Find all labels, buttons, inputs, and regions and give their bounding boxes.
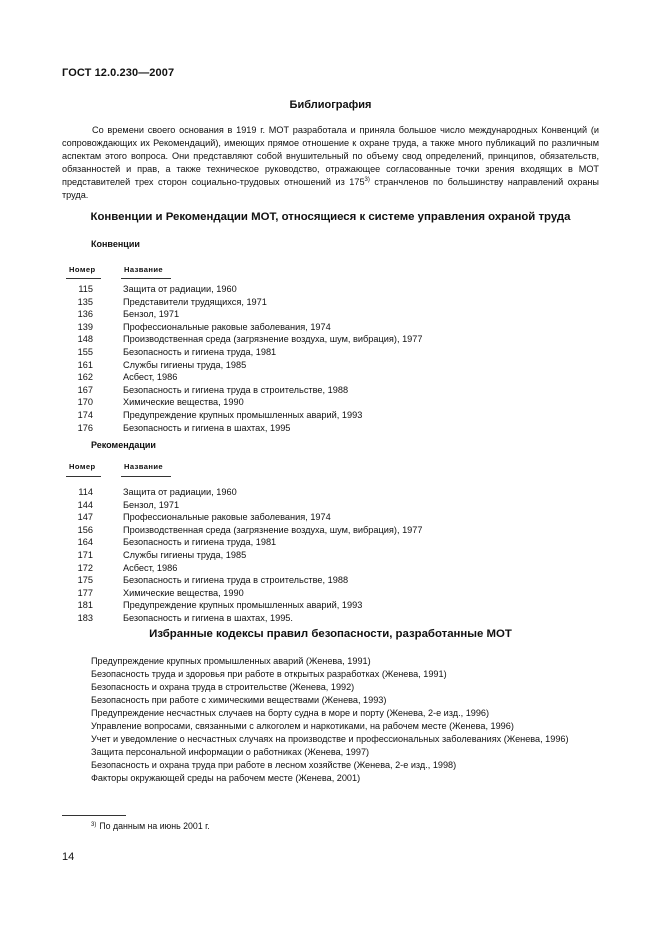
- bibliography-intro: [62, 124, 599, 202]
- row-name: Безопасность и гигиена в шахтах, 1995.: [123, 612, 293, 623]
- row-name: Защита от радиации, 1960: [123, 487, 237, 497]
- row-number: 156: [77, 524, 93, 535]
- row-name: Производственная среда (загрязнение воздуха, шум, вибрация), 1977: [123, 524, 423, 535]
- document-header: ГОСТ 12.0.230—2007: [62, 67, 175, 79]
- codes-section-title: Избранные кодексы правил безопасности, разработанные МОТ: [149, 628, 512, 640]
- row-number: 144: [77, 499, 93, 510]
- row-number: 139: [77, 321, 93, 332]
- footnote-text: По данным на июнь 2001 г.: [99, 821, 210, 831]
- footnote-ref: 3): [364, 177, 370, 184]
- row-name: Защита от радиации, 1960: [123, 284, 237, 294]
- footnote-marker: 3): [91, 822, 97, 828]
- row-number: 164: [77, 537, 93, 548]
- row-number: 181: [77, 600, 93, 611]
- row-number: 147: [77, 512, 93, 523]
- bibliography-title: Библиография: [289, 99, 372, 111]
- conventions-section-title: Конвенции и Рекомендации МОТ, относящиеся к системе управления охраной труда: [90, 211, 571, 223]
- row-number: 155: [77, 346, 93, 357]
- conventions-label: Конвенции: [91, 239, 140, 249]
- row-name: Службы гигиены труда, 1985: [123, 549, 247, 560]
- row-name: Предупреждение крупных промышленных аварий, 1993: [123, 409, 363, 420]
- row-name: Химические вещества, 1990: [123, 587, 244, 598]
- row-name: Предупреждение крупных промышленных аварий, 1993: [123, 600, 363, 611]
- recommendations-col-number-rule: [66, 476, 101, 477]
- row-number: 161: [77, 359, 93, 370]
- list-item: Безопасность и охрана труда в строительстве (Женева, 1992): [91, 682, 355, 693]
- row-name: Асбест, 1986: [123, 372, 178, 383]
- row-name: Асбест, 1986: [123, 562, 178, 573]
- row-number: 174: [77, 409, 93, 420]
- row-name: Безопасность и гигиена труда в строительстве, 1988: [123, 384, 349, 395]
- row-number: 136: [77, 309, 93, 320]
- row-number: 172: [77, 562, 93, 573]
- list-item: Предупреждение крупных промышленных аварий (Женева, 1991): [91, 656, 371, 666]
- row-number: 175: [77, 575, 93, 586]
- row-name: Профессиональные раковые заболевания, 1974: [123, 512, 331, 523]
- row-name: Представители трудящихся, 1971: [123, 296, 267, 307]
- row-name: Службы гигиены труда, 1985: [123, 359, 247, 370]
- recommendations-col-number: Номер: [69, 462, 96, 471]
- row-name: Химические вещества, 1990: [123, 397, 244, 408]
- row-name: Безопасность и гигиена труда, 1981: [123, 537, 277, 548]
- recommendations-col-name-rule: [121, 476, 171, 477]
- row-number: 114: [78, 487, 93, 497]
- row-number: 115: [78, 284, 93, 294]
- row-number: 171: [77, 549, 93, 560]
- row-name: Безопасность и гигиена в шахтах, 1995: [123, 422, 291, 433]
- list-item: Защита персональной информации о работниках (Женева, 1997): [91, 747, 370, 758]
- row-name: Профессиональные раковые заболевания, 1974: [123, 321, 331, 332]
- footnote: [91, 821, 210, 831]
- footnote-separator: [62, 815, 126, 816]
- intro-tail: странчленов по большинству направлений охраны труда.: [62, 177, 599, 201]
- list-item: Безопасность при работе с химическими веществами (Женева, 1993): [91, 695, 387, 706]
- intro-paragraph: [62, 124, 599, 202]
- list-item: Управление вопросами, связанными с алкоголем и наркотиками, на рабочем месте (Женева, 1996): [91, 721, 514, 732]
- row-number: 176: [77, 422, 93, 433]
- conventions-col-name: Название: [124, 265, 164, 274]
- row-number: 167: [77, 384, 93, 395]
- list-item: Предупреждение несчастных случаев на борту судна в море и порту (Женева, 2-е изд., 1996): [91, 708, 490, 719]
- row-name: Бензол, 1971: [123, 499, 180, 510]
- page-number: 14: [62, 851, 75, 863]
- row-number: 148: [77, 334, 93, 345]
- row-number: 135: [77, 296, 93, 307]
- list-item: Учет и уведомление о несчастных случаях на производстве и профессиональных заболеваниях (Женева, 1996): [91, 734, 569, 745]
- codes-list: [62, 655, 599, 785]
- conventions-col-name-rule: [121, 278, 171, 279]
- row-name: Бензол, 1971: [123, 309, 180, 320]
- recommendations-label: Рекомендации: [91, 440, 156, 450]
- list-item: Безопасность труда и здоровья при работе в открытых разработках (Женева, 1991): [91, 669, 447, 680]
- conventions-col-number-rule: [66, 278, 101, 279]
- intro-text: Со времени своего основания в 1919 г. МОТ разработала и приняла большое число международных Конвенций (и сопровождающих их Рекомендаций), имеющих прямое отношение к охране труда, а также много публикаций по различным аспектам этого вопроса. Они представляют собой внушительный по объему свод определений, принципов, обязательств, обязанностей и прав, а также техническое руководство, отражающее согласованные точки зрения входящих в МОТ представителей трех сторон социально-трудовых отношений из 175: [62, 125, 599, 188]
- row-name: Безопасность и гигиена труда в строительстве, 1988: [123, 575, 349, 586]
- conventions-col-number: Номер: [69, 265, 96, 274]
- list-item: Факторы окружающей среды на рабочем месте (Женева, 2001): [91, 773, 361, 784]
- row-number: 177: [77, 587, 93, 598]
- row-number: 183: [77, 612, 93, 623]
- row-number: 170: [77, 397, 93, 408]
- list-item: Безопасность и охрана труда при работе в лесном хозяйстве (Женева, 2-е изд., 1998): [91, 760, 457, 771]
- recommendations-col-name: Название: [124, 462, 164, 471]
- row-number: 162: [77, 372, 93, 383]
- row-name: Безопасность и гигиена труда, 1981: [123, 346, 277, 357]
- row-name: Производственная среда (загрязнение воздуха, шум, вибрация), 1977: [123, 334, 423, 345]
